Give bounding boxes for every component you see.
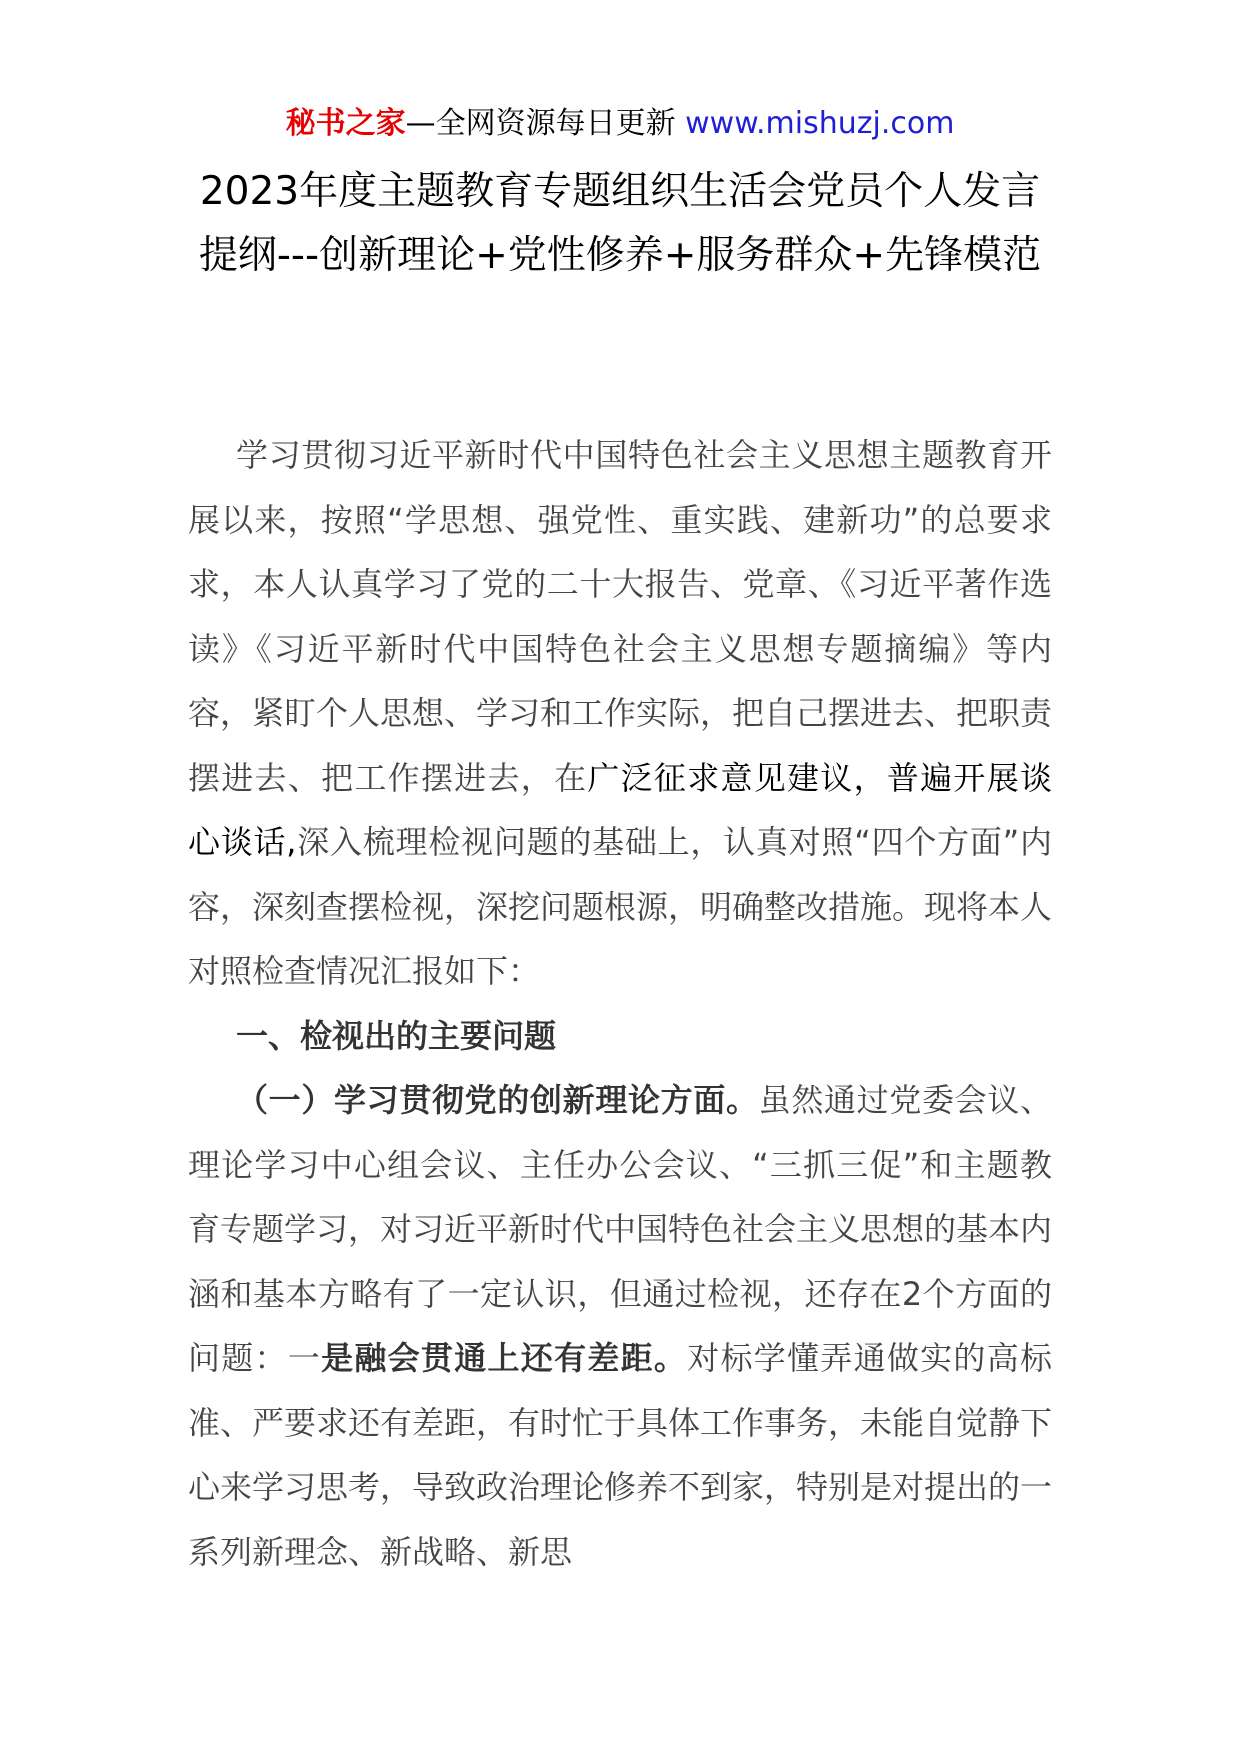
section-heading: 一、检视出的主要问题 xyxy=(236,1016,557,1055)
subsection-text-1: 虽然通过党委会议、理论学习中心组会议、主任办公会议、“三抓三促”和主题教育专题学习，对习近平新时代中国特色社会主义思想的基本内涵和基本方略有了一定认识，但通过检视，还存在2个方面的问题：一 xyxy=(188,1081,1053,1377)
subsection-text-2: 对标学懂弄通做实的高标准、严要求还有差距，有时忙于具体工作事务，未能自觉静下心来学习思考，导致政治理论修养不到家，特别是对提出的一系列新理念、新战略、新思 xyxy=(188,1339,1053,1571)
site-header xyxy=(0,100,1240,148)
document-body xyxy=(188,423,1052,1584)
brand-name: 秘书之家 xyxy=(285,106,406,141)
intro-text-1: 学习贯彻习近平新时代中国特色社会主义思想主题教育开展以来，按照“学思想、强党性、重实践、建新功”的总要求求，本人认真学习了党的二十大报告、党章、《习近平著作选读》《习近平新时代中国特色社会主义思想专题摘编》等内容，紧盯个人思想、学习和工作实际，把自己摆进去、把职责摆进去、把工作摆进去，在 xyxy=(188,436,1053,797)
subsection-heading: （一）学习贯彻党的创新理论方面。 xyxy=(236,1081,759,1119)
intro-text-2: 广泛征求意见建议，普遍开展谈心谈话, xyxy=(188,758,1052,861)
header-tagline: —全网资源每日更新 xyxy=(405,106,676,141)
subsection-bold-point: 是融会贯通上还有差距。 xyxy=(321,1339,688,1377)
subsection-paragraph xyxy=(188,1068,1052,1584)
intro-paragraph xyxy=(188,423,1052,1004)
document-title: 2023年度主题教育专题组织生活会党员个人发言提纲---创新理论+党性修养+服务群众+先锋模范 xyxy=(198,169,1042,278)
intro-text-3: 深入梳理检视问题的基础上，认真对照“四个方面”内容，深刻查摆检视，深挖问题根源，明确整改措施。现将本人对照检查情况汇报如下： xyxy=(188,823,1053,990)
site-url-link[interactable]: www.mishuzj.com xyxy=(685,106,955,141)
